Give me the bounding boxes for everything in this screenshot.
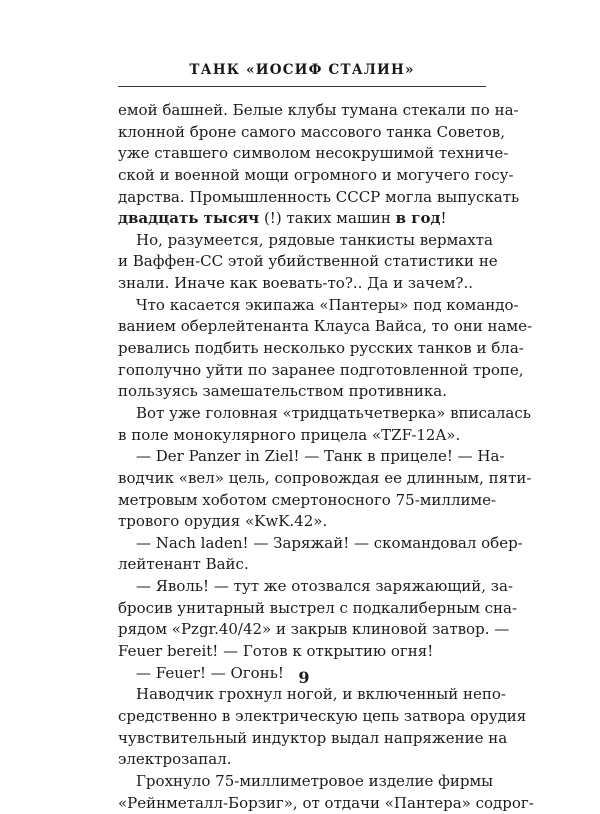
text-line: клонной броне самого массового танка Советов, — [118, 122, 486, 144]
text-line: лейтенант Вайс. — [118, 554, 486, 576]
header-rule — [118, 86, 486, 87]
text-line: электрозапал. — [118, 749, 486, 771]
text-line: рядом «Pzgr.40/42» и закрыв клиновой затвор. — — [118, 619, 486, 641]
text-line: Грохнуло 75-миллиметровое изделие фирмы — [118, 771, 486, 793]
text-line: ской и военной мощи огромного и могучего госу- — [118, 165, 486, 187]
text-line: Что касается экипажа «Пантеры» под командо- — [118, 295, 486, 317]
text-line — [118, 208, 486, 230]
text-line: знали. Иначе как воевать-то?.. Да и зачем?.. — [118, 273, 486, 295]
text-line: — Feuer! — Огонь! — [118, 663, 486, 685]
text-line: — Яволь! — тут же отозвался заряжающий, за- — [118, 576, 486, 598]
text-line: ревались подбить несколько русских танков и бла- — [118, 338, 486, 360]
text-line: трового орудия «KwK.42». — [118, 511, 486, 533]
text-line: дарства. Промышленность СССР могла выпускать — [118, 187, 486, 209]
text-line: Вот уже головная «тридцатьчетверка» вписалась — [118, 403, 486, 425]
text-line: и Ваффен-СС этой убийственной статистики не — [118, 251, 486, 273]
text-line: Но, разумеется, рядовые танкисты вермахта — [118, 230, 486, 252]
text-line: Наводчик грохнул ногой, и включенный непо- — [118, 684, 486, 706]
text-line: — Der Panzer in Ziel! — Танк в прицеле! — На- — [118, 446, 486, 468]
text-line: гополучно уйти по заранее подготовленной тропе, — [118, 360, 486, 382]
text-line: Feuer bereit! — Готов к открытию огня! — [118, 641, 486, 663]
page-number: 9 — [0, 668, 600, 687]
inline-text: (!) таких машин — [259, 209, 395, 227]
text-line: емой башней. Белые клубы тумана стекали по на- — [118, 100, 486, 122]
text-line: ванием оберлейтенанта Клауса Вайса, то они наме- — [118, 316, 486, 338]
running-title: ТАНК «ИОСИФ СТАЛИН» — [118, 62, 486, 78]
text-line: пользуясь замешательством противника. — [118, 381, 486, 403]
body-text — [118, 100, 486, 814]
inline-text: ! — [440, 209, 446, 227]
bold-phrase: двадцать тысяч — [118, 209, 259, 227]
text-line: средственно в электрическую цепь затвора орудия — [118, 706, 486, 728]
text-line: — Nach laden! — Заряжай! — скомандовал обер- — [118, 533, 486, 555]
text-line: чувствительный индуктор выдал напряжение на — [118, 728, 486, 750]
text-line: «Рейнметалл-Борзиг», от отдачи «Пантера» содрог- — [118, 793, 486, 814]
text-line: бросив унитарный выстрел с подкалиберным сна- — [118, 598, 486, 620]
text-line: водчик «вел» цель, сопровождая ее длинным, пяти- — [118, 468, 486, 490]
text-line: метровым хоботом смертоносного 75-миллиме- — [118, 490, 486, 512]
text-line: уже ставшего символом несокрушимой техниче- — [118, 143, 486, 165]
bold-phrase: в год — [396, 209, 441, 227]
text-line: в поле монокулярного прицела «TZF-12A». — [118, 425, 486, 447]
